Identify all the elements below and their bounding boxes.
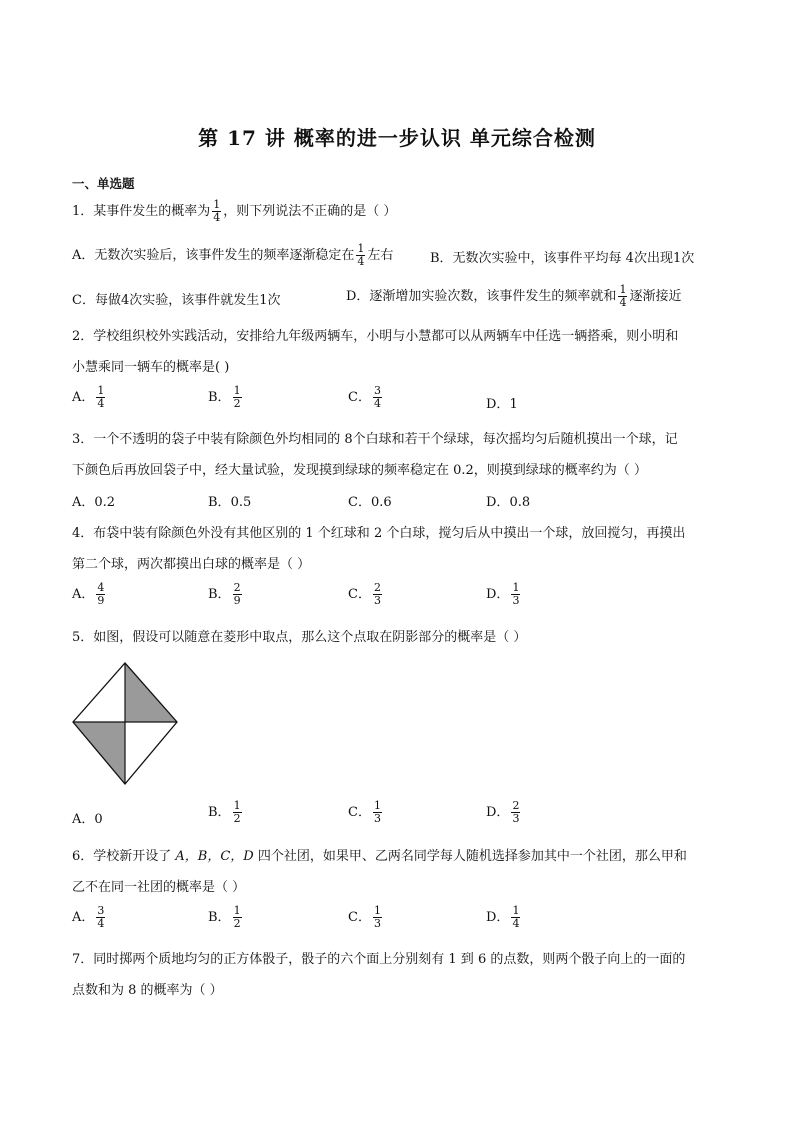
question-6-option-a [72, 905, 107, 930]
section-heading: 一、单选题 [72, 176, 135, 191]
fraction [233, 800, 242, 825]
fraction [96, 385, 105, 410]
question-7-line-2: 点数和为 8 的概率为（ ） [72, 983, 223, 998]
denominator: 2 [233, 812, 241, 825]
option-label: D． [486, 805, 510, 820]
question-1-option-b: B．无数次实验中，该事件平均每 4次出现1次 [430, 251, 695, 266]
question-4-option-d [486, 582, 522, 607]
numerator: 4 [97, 581, 105, 594]
numerator: 1 [373, 799, 381, 812]
option-value: 0.5 [230, 495, 252, 510]
stem-text: 6．学校新开设了 [72, 849, 176, 864]
question-6-option-c [348, 905, 384, 930]
stem-text: 四个社团，如果甲、乙两名同学每人随机选择参加其中一个社团，那么甲和 [253, 849, 687, 864]
numerator: 1 [619, 283, 627, 296]
question-4-option-b [208, 582, 244, 607]
question-1-option-c: C．每做4次实验，该事件就发生1次 [72, 293, 281, 308]
question-1-stem [72, 199, 396, 224]
numerator: 3 [97, 904, 105, 917]
stem-text: ，则下列说法不正确的是（ ） [223, 204, 397, 219]
question-3-option-a [72, 491, 115, 510]
numerator: 1 [357, 242, 365, 255]
question-2-line-2: 小慧乘同一辆车的概率是( ) [72, 360, 230, 375]
fraction [96, 905, 105, 930]
option-value: 0.6 [370, 495, 392, 510]
question-4-option-c [348, 582, 384, 607]
option-label: C． [348, 495, 371, 510]
fraction [373, 905, 382, 930]
option-label: B． [208, 805, 231, 820]
denominator: 2 [233, 917, 241, 930]
question-6-line-1 [72, 845, 687, 864]
fraction [233, 582, 242, 607]
numerator: 1 [233, 799, 241, 812]
denominator: 4 [373, 397, 381, 410]
option-value: 0 [94, 812, 103, 827]
rhombus-figure [72, 660, 178, 788]
option-label: D． [486, 495, 510, 510]
fraction [233, 905, 242, 930]
option-label: B． [208, 495, 231, 510]
denominator: 4 [97, 397, 105, 410]
question-2-option-b [208, 385, 244, 410]
fraction [212, 199, 221, 224]
denominator: 4 [97, 917, 105, 930]
denominator: 9 [97, 594, 105, 607]
option-text: A．无数次实验后，该事件发生的频率逐渐稳定在 [72, 248, 355, 263]
option-value: 0.8 [509, 495, 531, 510]
fraction [356, 243, 365, 268]
denominator: 3 [512, 812, 520, 825]
question-2-option-c [348, 385, 384, 410]
question-7-line-1: 7．同时掷两个质地均匀的正方体骰子，骰子的六个面上分别刻有 1 到 6 的点数，则两个骰子向上的一面的 [72, 952, 686, 967]
denominator: 4 [357, 255, 365, 268]
option-text: 左右 [367, 248, 394, 263]
numerator: 2 [512, 799, 520, 812]
denominator: 2 [233, 397, 241, 410]
denominator: 9 [233, 594, 241, 607]
option-label: A． [72, 587, 95, 602]
numerator: 2 [233, 581, 241, 594]
numerator: 1 [512, 581, 520, 594]
option-label: D． [486, 397, 510, 412]
question-2-option-d [486, 393, 518, 412]
page-title: 第 17 讲 概率的进一步认识 单元综合检测 [198, 126, 596, 150]
option-label: A． [72, 910, 95, 925]
question-3-option-d [486, 491, 530, 510]
question-5-option-c [348, 800, 384, 825]
fraction [618, 284, 627, 309]
question-5-option-a [72, 808, 103, 827]
question-4-option-a [72, 582, 107, 607]
numerator: 1 [233, 384, 241, 397]
option-label: D． [486, 587, 510, 602]
question-3-line-2: 下颜色后再放回袋子中，经大量试验，发现摸到绿球的频率稳定在 0.2，则摸到绿球的概率约为（ ） [72, 463, 647, 478]
numerator: 3 [373, 384, 381, 397]
option-label: C． [348, 910, 371, 925]
denominator: 4 [619, 296, 627, 309]
question-5-option-d [486, 800, 522, 825]
question-3-line-1: 3．一个不透明的袋子中装有除颜色外均相同的 8个白球和若干个绿球，每次摇均匀后随机摸出一个球，记 [72, 432, 678, 447]
question-5-option-b [208, 800, 244, 825]
question-1-option-d [346, 284, 681, 309]
question-1-option-a [72, 243, 393, 268]
denominator: 3 [373, 917, 381, 930]
fraction [511, 905, 520, 930]
question-3-option-c [348, 491, 392, 510]
option-text: D．逐渐增加实验次数，该事件发生的频率就和 [346, 289, 617, 304]
denominator: 4 [213, 211, 221, 224]
question-6-option-d [486, 905, 522, 930]
fraction [233, 385, 242, 410]
club-letters: A，B，C，D [175, 849, 254, 864]
fraction [373, 800, 382, 825]
option-label: B． [208, 390, 231, 405]
numerator: 1 [373, 904, 381, 917]
option-label: B． [208, 910, 231, 925]
fraction [373, 582, 382, 607]
numerator: 1 [213, 198, 221, 211]
denominator: 3 [373, 594, 381, 607]
numerator: 1 [233, 904, 241, 917]
option-text: 逐渐接近 [629, 289, 682, 304]
question-2-line-1: 2．学校组织校外实践活动，安排给九年级两辆车，小明与小慧都可以从两辆车中任选一辆搭乘，则小明和 [72, 329, 679, 344]
numerator: 1 [97, 384, 105, 397]
denominator: 3 [512, 594, 520, 607]
question-2-option-a [72, 385, 107, 410]
question-3-option-b [208, 491, 251, 510]
fraction [511, 800, 520, 825]
question-4-line-1: 4．布袋中装有除颜色外没有其他区别的 1 个红球和 2 个白球，搅匀后从中摸出一个球，放回搅匀，再摸出 [72, 526, 686, 541]
denominator: 3 [373, 812, 381, 825]
option-label: D． [486, 910, 510, 925]
option-label: A． [72, 495, 95, 510]
fraction [96, 582, 105, 607]
stem-text: 1．某事件发生的概率为 [72, 204, 211, 219]
option-label: C． [348, 587, 371, 602]
question-6-line-2: 乙不在同一社团的概率是（ ） [72, 880, 246, 895]
option-label: A． [72, 812, 95, 827]
option-label: A． [72, 390, 95, 405]
option-value: 0.2 [94, 495, 116, 510]
option-label: B． [208, 587, 231, 602]
option-label: C． [348, 390, 371, 405]
option-value: 1 [509, 397, 518, 412]
question-6-option-b [208, 905, 244, 930]
option-label: C． [348, 805, 371, 820]
question-4-line-2: 第二个球，两次都摸出白球的概率是（ ） [72, 557, 311, 572]
numerator: 2 [373, 581, 381, 594]
fraction [373, 385, 382, 410]
denominator: 4 [512, 917, 520, 930]
numerator: 1 [512, 904, 520, 917]
question-5-line-1: 5．如图，假设可以随意在菱形中取点，那么这个点取在阴影部分的概率是（ ） [72, 630, 527, 645]
fraction [511, 582, 520, 607]
